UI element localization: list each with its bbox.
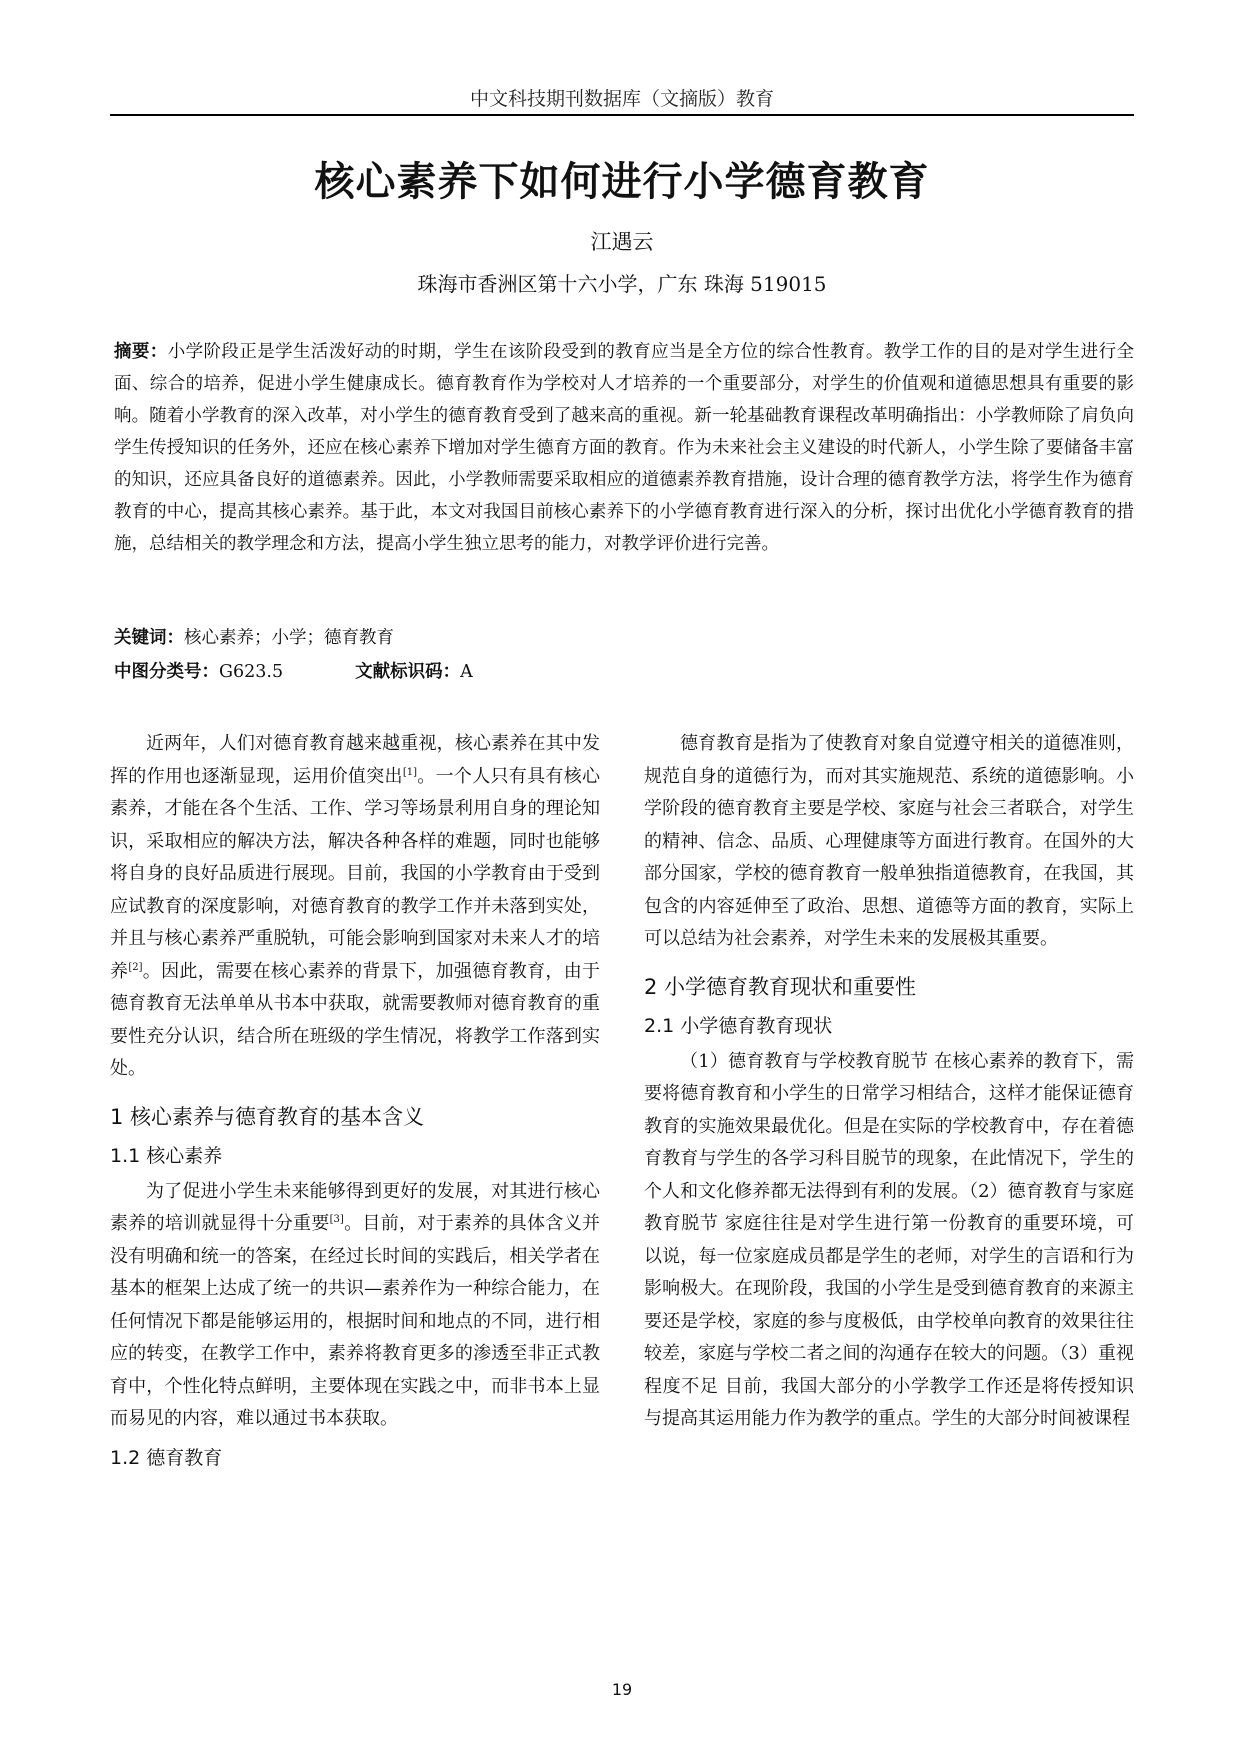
doc-code-label: 文献标识码： <box>355 662 461 682</box>
classification-label: 中图分类号： <box>114 662 219 682</box>
abstract-text: 小学阶段正是学生活泼好动的时期，学生在该阶段受到的教育应当是全方位的综合性教育。教学工作的目的是对学生进行全面、综合的培养，促进小学生健康成长。德育教育作为学校对人才培养的一个重要部分，对学生的价值观和道德思想具有重要的影响。随着小学教育的深入改革，对小学生的德育教育受到了越来高的重视。新一轮基础教育课程改革明确指出：小学教师除了肩负向学生传授知识的任务外，还应在核心素养下增加对学生德育方面的教育。作为未来社会主义建设的时代新人，小学生除了要储备丰富的知识，还应具备良好的道德素养。因此，小学教师需要采取相应的道德素养教育措施，设计合理的德育教学方法，将学生作为德育教育的中心，提高其核心素养。基于此，本文对我国目前核心素养下的小学德育教育进行深入的分析，探讨出优化小学德育教育的措施，总结相关的教学理念和方法，提高小学生独立思考的能力，对教学评价进行完善。 <box>114 342 1135 554</box>
section-1-1-text-b: 。目前，对于素养的具体含义并没有明确和统一的答案，在经过长时间的实践后，相关学者在基本的框架上达成了统一的共识—素养作为一种综合能力，在任何情况下都是能够运用的，根据时间和地点的不同，进行相应的转变，在教学工作中，素养将教育更多的渗透至非正式教育中，个性化特点鲜明，主要体现在实践之中，而非书本上显而易见的内容，难以通过书本获取。 <box>110 1213 601 1429</box>
section-1-2-paragraph: 德育教育是指为了使教育对象自觉遵守相关的道德准则，规范自身的道德行为，而对其实施规范、系统的道德影响。小学阶段的德育教育主要是学校、家庭与社会三者联合，对学生的精神、信念、品质、心理健康等方面进行教育。在国外的大部分国家，学校的德育教育一般单独指道德教育，在我国，其包含的内容延伸至了政治、思想、道德等方面的教育，实际上可以总结为社会素养，对学生未来的发展极其重要。 <box>644 733 1134 949</box>
header-rule <box>110 114 1134 116</box>
intro-text-b: 。一个人只有具有核心素养，才能在各个生活、工作、学习等场景利用自身的理论知识，采取相应的解决方法，解决各种各样的难题，同时也能够将自身的良好品质进行展现。目前，我国的小学教育由于受到应试教育的深度影响，对德育教育的教学工作并未落到实处，并且与核心素养严重脱轨，可能会影响到国家对未来人才的培养 <box>110 765 601 982</box>
abstract-label: 摘要： <box>114 342 168 362</box>
journal-header: 中文科技期刊数据库（文摘版）教育 <box>469 88 774 110</box>
intro-paragraph <box>110 728 600 1086</box>
section-1-1-heading: 1.1 核心素养 <box>110 1144 223 1167</box>
classification <box>114 658 473 683</box>
section-2-1-paragraph: （1）德育教育与学校教育脱节 在核心素养的教育下，需要将德育教育和小学生的日常学习相结合，这样才能保证德育教育的实施效果最优化。但是在实际的学校教育中，存在着德育教育与学生的各学习科目脱节的现象，在此情况下，学生的个人和文化修养都无法得到有利的发展。（2）德育教育与家庭教育脱节 家庭往往是对学生进行第一份教育的重要环境，可以说，每一位家庭成员都是学生的老师，对学生的言语和行为影响极大。在现阶段，我国的小学生是受到德育教育的来源主要还是学校，家庭的参与度极低，由学校单向教育的效果往往较差，家庭与学校二者之间的沟通存在较大的问题。（3）重视程度不足 目前，我国大部分的小学教学工作还是将传授知识与提高其运用能力作为教学的重点。学生的大部分时间被课程 <box>644 1050 1134 1429</box>
article-title: 核心素养下如何进行小学德育教育 <box>314 159 930 205</box>
section-1-heading: 1 核心素养与德育教育的基本含义 <box>110 1104 425 1129</box>
section-2-heading: 2 小学德育教育现状和重要性 <box>644 974 917 999</box>
abstract <box>114 336 1134 560</box>
keywords-label: 关键词： <box>114 628 184 648</box>
right-column <box>644 728 1134 1436</box>
article-affiliation: 珠海市香洲区第十六小学，广东 珠海 519015 <box>417 272 827 296</box>
intro-text-c: 。因此，需要在核心素养的背景下，加强德育教育，由于德育教育无法单单从书本中获取，就需要教师对德育教育的重要性充分认识，结合所在班级的学生情况，将教学工作落到实处。 <box>110 960 601 1079</box>
section-1-1-paragraph <box>110 1176 600 1436</box>
article-author: 江遇云 <box>590 230 654 254</box>
section-2-1-heading: 2.1 小学德育教育现状 <box>644 1014 833 1037</box>
section-1-1-text-a: 为了促进小学生未来能够得到更好的发展，对其进行核心素养的培训就显得十分重要 <box>110 1180 600 1234</box>
keywords-text: 核心素养；小学；德育教育 <box>184 628 394 648</box>
section-1-2-heading: 1.2 德育教育 <box>110 1446 223 1469</box>
doc-code-value: A <box>460 662 473 682</box>
left-column <box>110 728 600 1478</box>
citation-1: [1] <box>402 766 417 778</box>
keywords <box>114 624 394 649</box>
citation-3: [3] <box>329 1214 344 1225</box>
page-number: 19 <box>611 1680 633 1699</box>
citation-2: [2] <box>128 961 143 973</box>
classification-value: G623.5 <box>219 662 284 682</box>
intro-text-a: 近两年，人们对德育教育越来越重视，核心素养在其中发挥的作用也逐渐显现，运用价值突出 <box>110 733 600 787</box>
